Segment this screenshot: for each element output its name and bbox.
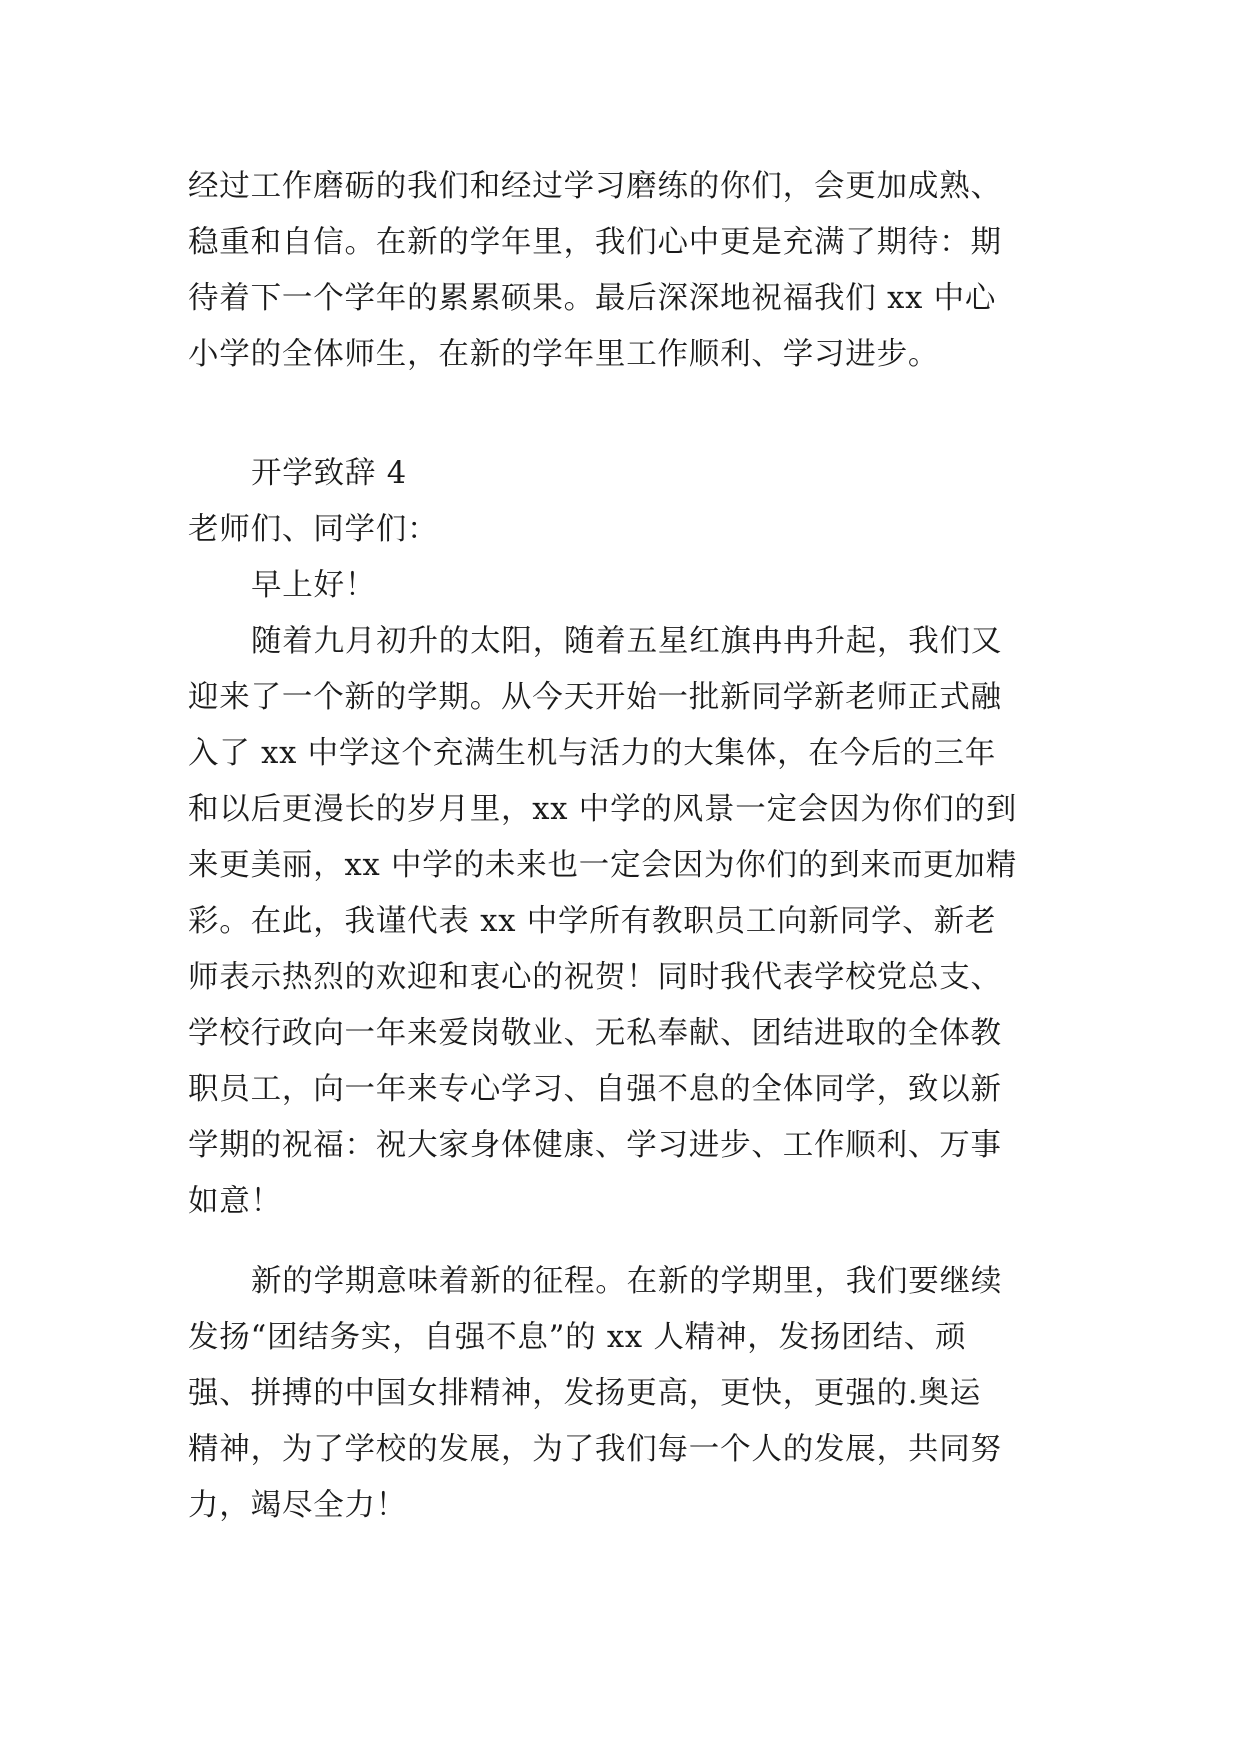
greeting-text: 早上好！ — [251, 568, 377, 603]
text-line: 学校行政向一年来爱岗敬业、无私奉献、团结进取的全体教 — [188, 1016, 1002, 1051]
text-line: 迎来了一个新的学期。从今天开始一批新同学新老师正式融 — [188, 680, 1002, 715]
text-line: 入了 xx 中学这个充满生机与活力的大集体，在今后的三年 — [188, 736, 997, 771]
salutation-text: 老师们、同学们： — [188, 512, 439, 547]
text-line: 精神，为了学校的发展，为了我们每一个人的发展，共同努 — [188, 1432, 1002, 1467]
text-line: 来更美丽，xx 中学的未来也一定会因为你们的到来而更加精 — [188, 848, 1017, 883]
text-line: 强、拼搏的中国女排精神，发扬更高，更快，更强的.奥运 — [188, 1376, 981, 1411]
text-line: 职员工，向一年来专心学习、自强不息的全体同学，致以新 — [188, 1072, 1002, 1107]
text-line: 待着下一个学年的累累硕果。最后深深地祝福我们 xx 中心 — [188, 281, 997, 316]
text-line: 和以后更漫长的岁月里，xx 中学的风景一定会因为你们的到 — [188, 792, 1017, 827]
text-line: 随着九月初升的太阳，随着五星红旗冉冉升起，我们又 — [251, 624, 1003, 659]
text-line: 发扬“团结务实，自强不息”的 xx 人精神，发扬团结、顽 — [188, 1320, 967, 1355]
text-line: 师表示热烈的欢迎和衷心的祝贺！同时我代表学校党总支、 — [188, 960, 1002, 995]
text-line: 彩。在此，我谨代表 xx 中学所有教职员工向新同学、新老 — [188, 904, 997, 939]
text-line: 力，竭尽全力！ — [188, 1488, 408, 1523]
text-line: 新的学期意味着新的征程。在新的学期里，我们要继续 — [251, 1264, 1003, 1299]
text-line: 经过工作磨砺的我们和经过学习磨练的你们，会更加成熟、 — [188, 169, 1002, 204]
text-line: 小学的全体师生，在新的学年里工作顺利、学习进步。 — [188, 337, 940, 372]
text-line: 如意！ — [188, 1184, 282, 1219]
section-title-text: 开学致辞 4 — [251, 456, 407, 491]
text-line: 学期的祝福：祝大家身体健康、学习进步、工作顺利、万事 — [188, 1128, 1002, 1163]
text-line: 稳重和自信。在新的学年里，我们心中更是充满了期待：期 — [188, 225, 1002, 260]
